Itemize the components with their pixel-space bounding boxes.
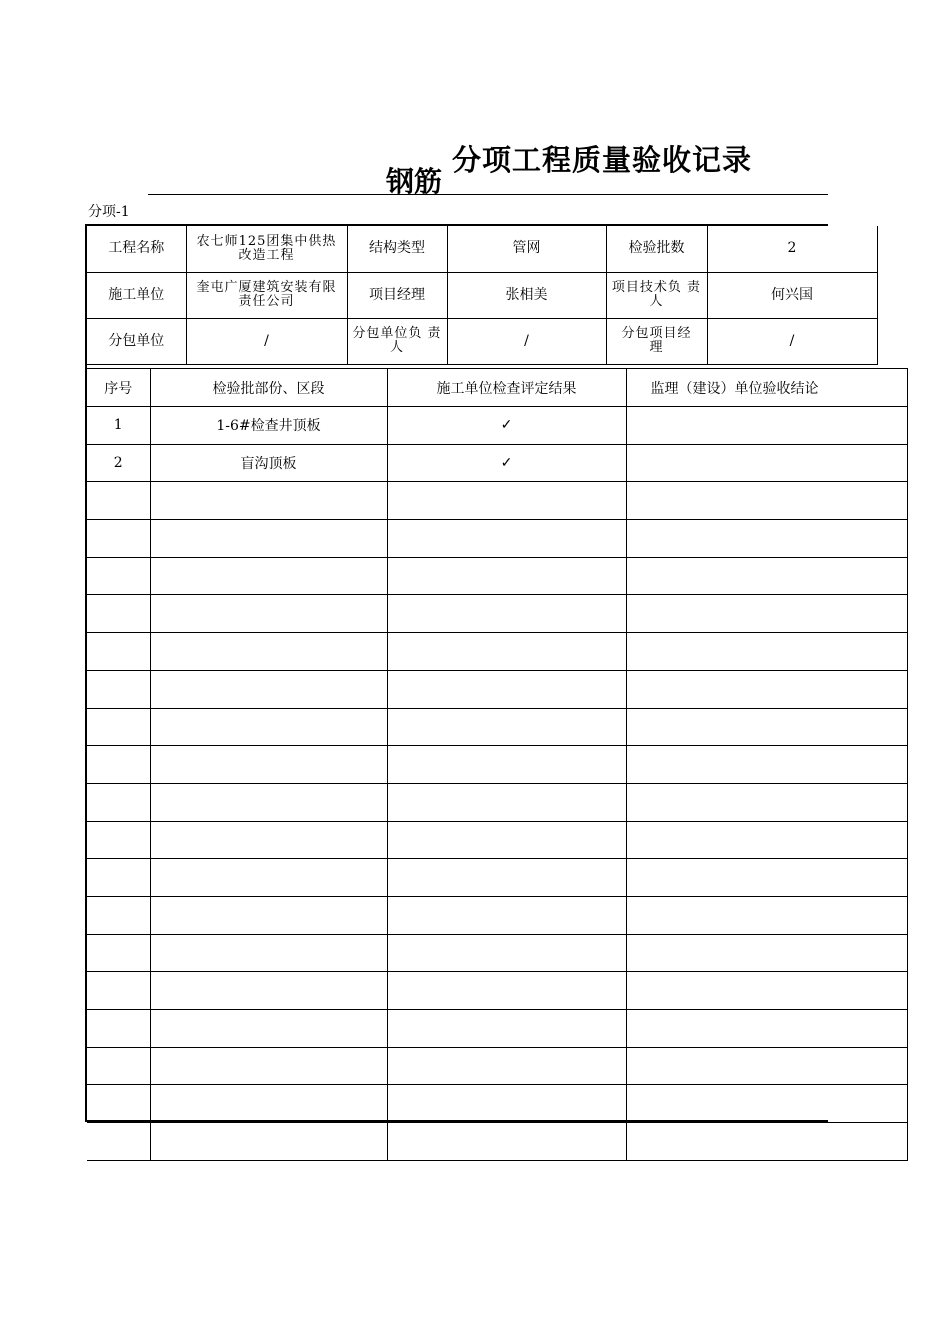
contractor-value: 奎屯广厦建筑安装有限责任公司 xyxy=(186,272,347,318)
row-contractor-result xyxy=(387,1123,626,1161)
row-location: 1-6#检查井顶板 xyxy=(150,407,387,445)
row-supervisor-result xyxy=(626,859,907,897)
row-supervisor-result xyxy=(626,934,907,972)
row-contractor-result xyxy=(387,821,626,859)
subcontractor-value: / xyxy=(186,318,347,364)
project-manager-value: 张相美 xyxy=(447,272,606,318)
row-contractor-result: ✓ xyxy=(387,444,626,482)
row-seq: 2 xyxy=(87,444,150,482)
row-location xyxy=(150,708,387,746)
info-row xyxy=(87,318,877,364)
header-contractor-result: 施工单位检查评定结果 xyxy=(387,369,626,407)
row-supervisor-result xyxy=(626,896,907,934)
table-row xyxy=(87,520,907,558)
row-seq xyxy=(87,1047,150,1085)
info-row xyxy=(87,272,877,318)
row-contractor-result xyxy=(387,859,626,897)
row-supervisor-result xyxy=(626,595,907,633)
table-row xyxy=(87,1047,907,1085)
row-seq xyxy=(87,859,150,897)
row-seq xyxy=(87,972,150,1010)
batch-count-value: 2 xyxy=(707,226,877,272)
row-location xyxy=(150,746,387,784)
row-seq xyxy=(87,746,150,784)
row-seq xyxy=(87,482,150,520)
sub-manager-label: 分包项目经 理 xyxy=(606,318,707,364)
header-supervisor-result: 监理（建设）单位验收结论 xyxy=(626,369,907,407)
row-contractor-result xyxy=(387,972,626,1010)
table-row xyxy=(87,1010,907,1048)
row-location xyxy=(150,595,387,633)
row-location xyxy=(150,896,387,934)
project-name-value: 农七师125团集中供热改造工程 xyxy=(186,226,347,272)
row-contractor-result xyxy=(387,1047,626,1085)
row-contractor-result xyxy=(387,746,626,784)
row-seq xyxy=(87,633,150,671)
row-location xyxy=(150,520,387,558)
row-contractor-result xyxy=(387,633,626,671)
row-supervisor-result xyxy=(626,1123,907,1161)
inspection-batch-table xyxy=(87,368,908,1161)
row-supervisor-result xyxy=(626,670,907,708)
table-row xyxy=(87,1085,907,1123)
table-row xyxy=(87,444,907,482)
page-title: 分项工程质量验收记录 xyxy=(452,143,753,177)
row-supervisor-result xyxy=(626,972,907,1010)
row-supervisor-result xyxy=(626,746,907,784)
table-row xyxy=(87,708,907,746)
row-contractor-result xyxy=(387,1085,626,1123)
row-seq xyxy=(87,1123,150,1161)
header-location: 检验批部份、区段 xyxy=(150,369,387,407)
row-location xyxy=(150,633,387,671)
table-row xyxy=(87,783,907,821)
row-location xyxy=(150,1123,387,1161)
title-underline xyxy=(148,194,828,195)
sub-manager-value: / xyxy=(707,318,877,364)
row-contractor-result xyxy=(387,557,626,595)
row-contractor-result xyxy=(387,783,626,821)
row-seq xyxy=(87,934,150,972)
tech-lead-label: 项目技术负 责 人 xyxy=(606,272,707,318)
subcontractor-label: 分包单位 xyxy=(87,318,186,364)
row-supervisor-result xyxy=(626,1047,907,1085)
row-contractor-result xyxy=(387,670,626,708)
row-location xyxy=(150,934,387,972)
table-row xyxy=(87,595,907,633)
table-row xyxy=(87,859,907,897)
row-supervisor-result xyxy=(626,520,907,558)
row-supervisor-result xyxy=(626,708,907,746)
table-row xyxy=(87,557,907,595)
row-supervisor-result xyxy=(626,557,907,595)
row-seq: 1 xyxy=(87,407,150,445)
row-seq xyxy=(87,557,150,595)
row-location xyxy=(150,1085,387,1123)
row-supervisor-result xyxy=(626,633,907,671)
row-seq xyxy=(87,896,150,934)
row-supervisor-result xyxy=(626,407,907,445)
row-supervisor-result xyxy=(626,783,907,821)
row-location xyxy=(150,670,387,708)
row-supervisor-result xyxy=(626,1085,907,1123)
row-supervisor-result xyxy=(626,1010,907,1048)
row-supervisor-result xyxy=(626,821,907,859)
row-location xyxy=(150,859,387,897)
row-location xyxy=(150,557,387,595)
batch-count-label: 检验批数 xyxy=(606,226,707,272)
row-contractor-result xyxy=(387,1010,626,1048)
project-name-label: 工程名称 xyxy=(87,226,186,272)
row-contractor-result: ✓ xyxy=(387,407,626,445)
table-row xyxy=(87,1123,907,1161)
row-contractor-result xyxy=(387,520,626,558)
table-row xyxy=(87,972,907,1010)
project-manager-label: 项目经理 xyxy=(347,272,447,318)
row-seq xyxy=(87,783,150,821)
row-contractor-result xyxy=(387,595,626,633)
row-location xyxy=(150,783,387,821)
row-location xyxy=(150,1010,387,1048)
table-header-row xyxy=(87,369,907,407)
row-location xyxy=(150,482,387,520)
sub-lead-label: 分包单位负 责 人 xyxy=(347,318,447,364)
row-supervisor-result xyxy=(626,482,907,520)
table-row xyxy=(87,746,907,784)
row-seq xyxy=(87,1085,150,1123)
info-row xyxy=(87,226,877,272)
row-location xyxy=(150,821,387,859)
acceptance-record-sheet xyxy=(85,224,828,1122)
project-info-table xyxy=(87,226,878,365)
row-seq xyxy=(87,595,150,633)
row-location xyxy=(150,1047,387,1085)
structure-type-label: 结构类型 xyxy=(347,226,447,272)
structure-type-value: 管网 xyxy=(447,226,606,272)
form-code: 分项-1 xyxy=(88,204,130,220)
table-row xyxy=(87,407,907,445)
row-seq xyxy=(87,670,150,708)
table-row xyxy=(87,896,907,934)
contractor-label: 施工单位 xyxy=(87,272,186,318)
row-supervisor-result xyxy=(626,444,907,482)
row-contractor-result xyxy=(387,482,626,520)
row-seq xyxy=(87,1010,150,1048)
row-location: 盲沟顶板 xyxy=(150,444,387,482)
row-contractor-result xyxy=(387,934,626,972)
header-seq: 序号 xyxy=(87,369,150,407)
row-seq xyxy=(87,520,150,558)
table-row xyxy=(87,821,907,859)
page-title-prefix: 钢筋 xyxy=(386,165,443,198)
row-contractor-result xyxy=(387,896,626,934)
table-row xyxy=(87,670,907,708)
row-contractor-result xyxy=(387,708,626,746)
row-seq xyxy=(87,708,150,746)
sub-lead-value: / xyxy=(447,318,606,364)
table-row xyxy=(87,934,907,972)
tech-lead-value: 何兴国 xyxy=(707,272,877,318)
row-seq xyxy=(87,821,150,859)
table-row xyxy=(87,633,907,671)
table-row xyxy=(87,482,907,520)
row-location xyxy=(150,972,387,1010)
